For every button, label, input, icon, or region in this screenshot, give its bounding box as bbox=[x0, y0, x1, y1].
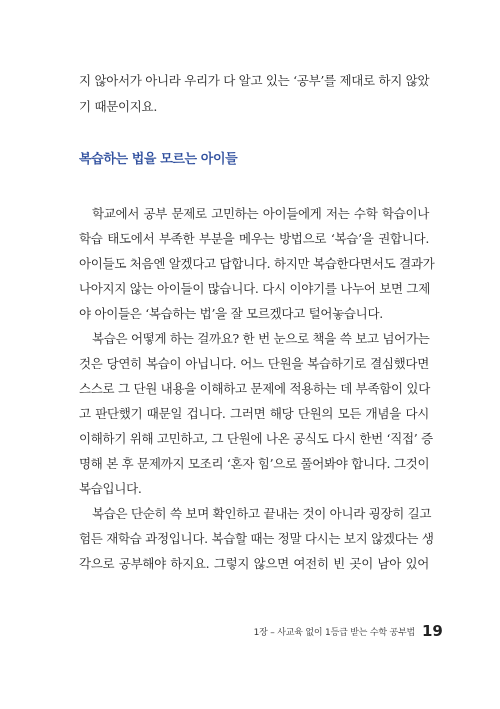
paragraph-line: 스스로 그 단원 내용을 이해하고 문제에 적용하는 데 부족함이 있다 bbox=[79, 381, 430, 396]
paragraph-line: 학습 태도에서 부족한 부분을 메우는 방법으로 ‘복습’을 권합니다. bbox=[79, 231, 429, 246]
running-title: 1장 – 사교육 없이 1등급 받는 수학 공부법 bbox=[253, 628, 415, 638]
paragraph-line: 것은 당연히 복습이 아닙니다. 어느 단원을 복습하기로 결심했다면 bbox=[79, 356, 429, 371]
paragraph-line: 이해하기 위해 고민하고, 그 단원에 나온 공식도 다시 한번 ‘직접’ 증 bbox=[79, 431, 433, 446]
section-heading: 복습하는 법을 모르는 아이들 bbox=[79, 152, 238, 167]
paragraph-line: 각으로 공부해야 하지요. 그렇지 않으면 여전히 빈 곳이 남아 있어 bbox=[79, 556, 429, 571]
paragraph-line: 복습은 어떻게 하는 걸까요? 한 번 눈으로 책을 쓱 보고 넘어가는 bbox=[92, 331, 430, 346]
paragraph-line: 복습입니다. bbox=[79, 481, 142, 496]
intro-line: 기 때문이지요. bbox=[79, 99, 157, 114]
paragraph-line: 명해 본 후 문제까지 모조리 ‘혼자 힘’으로 풀어봐야 합니다. 그것이 bbox=[79, 456, 430, 471]
paragraph-line: 고 판단했기 때문일 겁니다. 그러면 해당 단원의 모든 개념을 다시 bbox=[79, 406, 429, 421]
paragraph-line: 복습은 단순히 쓱 보며 확인하고 끝내는 것이 아니라 굉장히 길고 bbox=[92, 506, 432, 521]
paragraph-line: 험든 재학습 과정입니다. 복습할 때는 정말 다시는 보지 않겠다는 생 bbox=[79, 531, 434, 546]
paragraph-line: 야 아이들은 ‘복습하는 법’을 잘 모르겠다고 털어놓습니다. bbox=[79, 306, 383, 321]
intro-line: 지 않아서가 아니라 우리가 다 알고 있는 ‘공부’를 제대로 하지 않았 bbox=[79, 73, 430, 88]
page-number: 19 bbox=[422, 622, 443, 640]
paragraph-line: 아이들도 처음엔 알겠다고 답합니다. 하지만 복습한다면서도 결과가 bbox=[79, 256, 435, 271]
paragraph-line: 학교에서 공부 문제로 고민하는 아이들에게 저는 수학 학습이나 bbox=[92, 206, 429, 221]
paragraph-line: 나아지지 않는 아이들이 많습니다. 다시 이야기를 나누어 보면 그제 bbox=[79, 281, 430, 296]
